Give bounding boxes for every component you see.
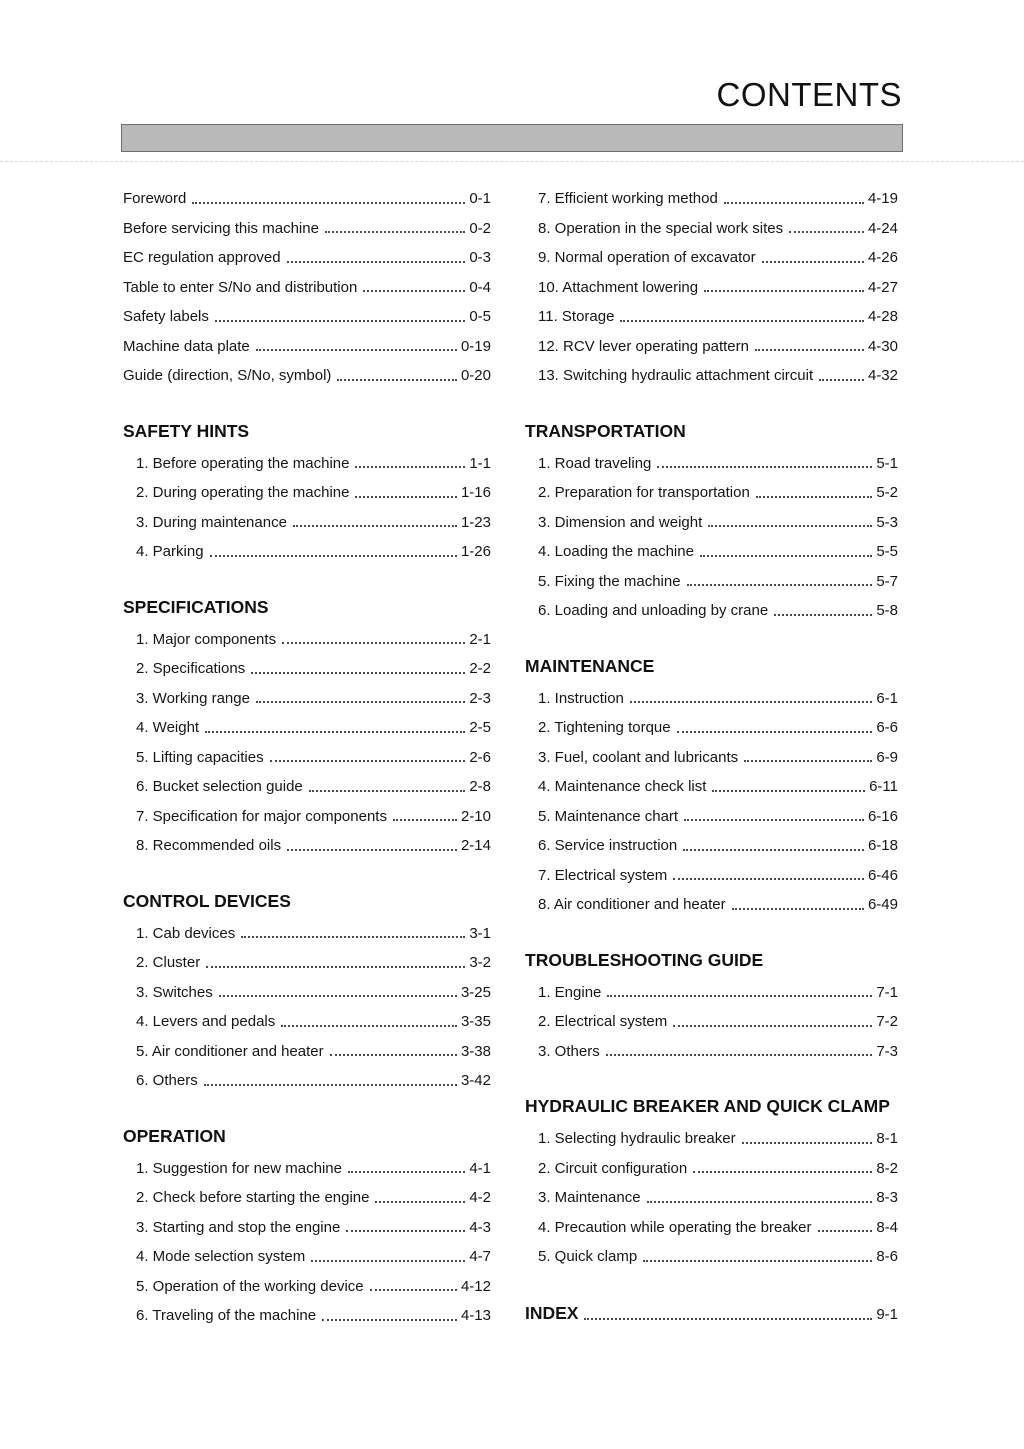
section-heading: SPECIFICATIONS	[123, 596, 269, 617]
section-heading: OPERATION	[123, 1125, 226, 1146]
toc-entry	[538, 240, 898, 270]
toc-column-right	[525, 181, 898, 1327]
toc-entry	[136, 651, 491, 681]
dot-leader	[256, 349, 457, 351]
dot-leader	[683, 849, 864, 851]
dot-leader	[742, 1142, 873, 1144]
dot-leader	[756, 496, 873, 498]
entry-label: 1. Selecting hydraulic breaker	[538, 1130, 736, 1148]
dot-leader	[311, 1260, 465, 1262]
toc-entry	[538, 769, 898, 799]
entry-label: Safety labels	[123, 308, 209, 326]
dot-leader	[293, 525, 457, 527]
toc-entry	[136, 1239, 491, 1269]
toc-entry	[123, 329, 491, 359]
toc-entry	[538, 1004, 898, 1034]
section-heading: TROUBLESHOOTING GUIDE	[525, 949, 764, 970]
entry-label: 2. Cluster	[136, 954, 201, 972]
entry-page: 4-12	[460, 1277, 491, 1295]
dot-leader	[251, 672, 465, 674]
toc-heading-entry	[525, 1297, 898, 1327]
dot-leader	[370, 1289, 457, 1291]
entry-page: 3-25	[460, 983, 491, 1001]
toc-section-control-devices	[123, 886, 491, 1093]
toc-entry	[136, 769, 491, 799]
entry-page: 3-2	[469, 954, 491, 972]
section-heading: MAINTENANCE	[525, 655, 655, 676]
entry-label: 6. Others	[136, 1072, 198, 1090]
toc-entry	[538, 710, 898, 740]
dot-leader	[789, 231, 864, 233]
toc-entry	[136, 1034, 491, 1064]
entry-label: 5. Air conditioner and heater	[136, 1042, 324, 1060]
dot-leader	[724, 202, 864, 204]
entry-page: 8-4	[876, 1218, 898, 1236]
dot-leader	[774, 614, 872, 616]
entry-label: 6. Bucket selection guide	[136, 778, 303, 796]
entry-label: 3. Maintenance	[538, 1189, 641, 1207]
toc-entry	[538, 1180, 898, 1210]
toc-entry	[538, 593, 898, 623]
entry-label: 5. Lifting capacities	[136, 748, 264, 766]
entry-label: 4. Mode selection system	[136, 1248, 306, 1266]
entry-label: 2. Check before starting the engine	[136, 1189, 370, 1207]
dot-leader	[819, 379, 864, 381]
toc-entry	[136, 740, 491, 770]
entry-page: 6-1	[876, 689, 898, 707]
entry-page: 4-32	[867, 367, 898, 385]
dot-leader	[732, 908, 864, 910]
entry-label: 6. Loading and unloading by crane	[538, 602, 769, 620]
entry-page: 4-26	[867, 249, 898, 267]
dot-leader	[270, 760, 466, 762]
entry-page: 9-1	[876, 1306, 898, 1324]
entry-page: 3-35	[460, 1013, 491, 1031]
toc-entry	[538, 1151, 898, 1181]
dot-leader	[657, 466, 872, 468]
dot-leader	[281, 1025, 457, 1027]
entry-label: 8. Operation in the special work sites	[538, 219, 784, 237]
entry-label: 7. Electrical system	[538, 866, 668, 884]
entry-page: 8-2	[876, 1159, 898, 1177]
dot-leader	[287, 849, 457, 851]
toc-item-list	[525, 446, 898, 623]
entry-page: 4-13	[460, 1307, 491, 1325]
entry-page: 2-2	[469, 660, 491, 678]
entry-label: Machine data plate	[123, 337, 250, 355]
entry-label: 3. Dimension and weight	[538, 513, 703, 531]
toc-entry	[136, 1151, 491, 1181]
entry-page: 3-1	[469, 924, 491, 942]
entry-page: 4-30	[867, 337, 898, 355]
toc-section-maintenance	[525, 651, 898, 917]
entry-label: 6. Service instruction	[538, 837, 678, 855]
entry-page: 6-46	[867, 866, 898, 884]
section-title: INDEX	[525, 1303, 579, 1324]
entry-label: 2. During operating the machine	[136, 484, 350, 502]
entry-page: 6-16	[867, 807, 898, 825]
toc-entry	[123, 358, 491, 388]
entry-page: 6-6	[876, 719, 898, 737]
entry-label: 1. Road traveling	[538, 454, 652, 472]
dot-leader	[684, 819, 864, 821]
toc-entry	[136, 475, 491, 505]
dot-leader	[219, 995, 457, 997]
dot-leader	[584, 1318, 872, 1320]
toc-entry	[136, 916, 491, 946]
toc-entry	[136, 505, 491, 535]
toc-entry	[538, 799, 898, 829]
toc-item-list	[525, 1121, 898, 1269]
toc-entry	[123, 181, 491, 211]
dot-leader	[363, 290, 465, 292]
toc-entry	[538, 1034, 898, 1064]
entry-label: 8. Recommended oils	[136, 837, 282, 855]
entry-label: 5. Maintenance chart	[538, 807, 679, 825]
entry-page: 2-5	[469, 719, 491, 737]
entry-page: 0-20	[460, 367, 491, 385]
toc-section-troubleshooting-guide	[525, 945, 898, 1064]
entry-page: 0-4	[469, 278, 491, 296]
entry-page: 3-42	[460, 1072, 491, 1090]
toc-entry	[538, 681, 898, 711]
toc-entry	[136, 446, 491, 476]
toc-entry	[538, 181, 898, 211]
entry-label: 1. Suggestion for new machine	[136, 1159, 342, 1177]
toc-item-list	[525, 181, 898, 388]
entry-label: 1. Engine	[538, 983, 602, 1001]
toc-entry	[136, 799, 491, 829]
entry-label: 3. During maintenance	[136, 513, 287, 531]
toc-section-specifications	[123, 592, 491, 858]
dot-leader	[215, 320, 465, 322]
toc-entry	[136, 1063, 491, 1093]
toc-item-list	[123, 916, 491, 1093]
dot-leader	[330, 1054, 457, 1056]
entry-page: 4-1	[469, 1159, 491, 1177]
entry-page: 8-1	[876, 1130, 898, 1148]
dot-leader	[712, 790, 865, 792]
dot-leader	[620, 320, 864, 322]
entry-page: 0-1	[469, 190, 491, 208]
toc-entry	[136, 1269, 491, 1299]
page-title: CONTENTS	[716, 76, 902, 113]
toc-entry	[538, 446, 898, 476]
entry-page: 8-6	[876, 1248, 898, 1266]
entry-label: 3. Switches	[136, 983, 213, 1001]
toc-section	[525, 181, 898, 388]
entry-page: 0-19	[460, 337, 491, 355]
entry-label: 2. Specifications	[136, 660, 246, 678]
toc-entry	[123, 240, 491, 270]
dot-leader	[755, 349, 864, 351]
entry-label: 5. Quick clamp	[538, 1248, 638, 1266]
dot-leader	[322, 1319, 457, 1321]
dot-leader	[606, 1054, 873, 1056]
toc-entry	[538, 211, 898, 241]
entry-label: 4. Levers and pedals	[136, 1013, 276, 1031]
title-underline-bar	[121, 124, 903, 152]
dot-leader	[355, 496, 457, 498]
toc-section-safety-hints	[123, 416, 491, 564]
entry-label: 13. Switching hydraulic attachment circuit	[538, 367, 814, 385]
dot-leader	[375, 1201, 465, 1203]
dot-leader	[309, 790, 466, 792]
toc-entry	[136, 534, 491, 564]
entry-page: 4-7	[469, 1248, 491, 1266]
toc-item-list	[123, 181, 491, 388]
toc-entry	[538, 534, 898, 564]
dot-leader	[325, 231, 465, 233]
entry-page: 4-19	[867, 190, 898, 208]
entry-page: 5-2	[876, 484, 898, 502]
entry-page: 5-8	[876, 602, 898, 620]
entry-page: 5-5	[876, 543, 898, 561]
toc-item-list	[123, 446, 491, 564]
toc-entry	[136, 622, 491, 652]
toc-entry	[538, 1210, 898, 1240]
entry-page: 4-24	[867, 219, 898, 237]
dot-leader	[355, 466, 465, 468]
entry-label: Foreword	[123, 190, 187, 208]
entry-page: 1-16	[460, 484, 491, 502]
entry-page: 0-2	[469, 219, 491, 237]
toc-entry	[136, 1004, 491, 1034]
toc-entry	[538, 828, 898, 858]
dot-leader	[287, 261, 466, 263]
entry-page: 6-18	[867, 837, 898, 855]
entry-label: 4. Weight	[136, 719, 200, 737]
entry-page: 4-2	[469, 1189, 491, 1207]
entry-label: 2. Electrical system	[538, 1013, 668, 1031]
entry-label: 9. Normal operation of excavator	[538, 249, 756, 267]
toc-entry	[538, 475, 898, 505]
dot-leader	[393, 819, 457, 821]
entry-label: 4. Parking	[136, 543, 204, 561]
entry-page: 4-3	[469, 1218, 491, 1236]
toc-entry	[538, 358, 898, 388]
entry-page: 1-26	[460, 543, 491, 561]
section-heading: HYDRAULIC BREAKER AND QUICK CLAMP	[525, 1096, 890, 1116]
toc-section-hydraulic-breaker-and-quick-clamp	[525, 1091, 898, 1269]
dot-leader	[210, 555, 457, 557]
toc-entry	[538, 887, 898, 917]
dot-leader	[607, 995, 872, 997]
toc-item-list	[123, 1151, 491, 1328]
entry-label: 3. Others	[538, 1042, 600, 1060]
entry-page: 7-2	[876, 1013, 898, 1031]
toc-entry	[136, 710, 491, 740]
dot-leader	[673, 878, 864, 880]
dot-leader	[708, 525, 872, 527]
toc-entry	[538, 740, 898, 770]
toc-entry	[136, 1210, 491, 1240]
entry-page: 5-7	[876, 572, 898, 590]
toc-section	[123, 181, 491, 388]
toc-entry	[538, 975, 898, 1005]
toc-section-index	[525, 1297, 898, 1327]
entry-page: 3-38	[460, 1042, 491, 1060]
entry-label: 6. Traveling of the machine	[136, 1307, 317, 1325]
dot-leader	[693, 1171, 872, 1173]
section-heading: CONTROL DEVICES	[123, 890, 291, 911]
entry-label: 4. Maintenance check list	[538, 778, 707, 796]
dot-leader	[744, 760, 872, 762]
toc-entry	[538, 1239, 898, 1269]
entry-label: 5. Operation of the working device	[136, 1277, 364, 1295]
dot-leader	[673, 1025, 872, 1027]
toc-entry	[136, 681, 491, 711]
toc-entry	[538, 505, 898, 535]
toc-entry	[538, 564, 898, 594]
toc-entry	[136, 1180, 491, 1210]
dot-leader	[256, 701, 465, 703]
entry-label: 7. Efficient working method	[538, 190, 718, 208]
entry-label: 5. Fixing the machine	[538, 572, 681, 590]
toc-section-operation	[123, 1121, 491, 1328]
entry-label: 1. Major components	[136, 630, 277, 648]
dot-leader	[205, 731, 465, 733]
entry-label: Table to enter S/No and distribution	[123, 278, 358, 296]
dot-leader	[643, 1260, 872, 1262]
entry-page: 5-1	[876, 454, 898, 472]
dot-leader	[687, 584, 873, 586]
entry-page: 8-3	[876, 1189, 898, 1207]
dot-leader	[704, 290, 864, 292]
entry-label: 3. Working range	[136, 689, 250, 707]
dot-leader	[204, 1084, 457, 1086]
dot-leader	[241, 936, 465, 938]
entry-page: 4-27	[867, 278, 898, 296]
entry-page: 2-8	[469, 778, 491, 796]
dot-leader	[647, 1201, 873, 1203]
entry-page: 2-1	[469, 630, 491, 648]
entry-page: 0-5	[469, 308, 491, 326]
dot-leader	[630, 701, 872, 703]
dot-leader	[192, 202, 465, 204]
section-heading: TRANSPORTATION	[525, 420, 686, 441]
toc-entry	[136, 975, 491, 1005]
entry-label: EC regulation approved	[123, 249, 281, 267]
entry-page: 2-6	[469, 748, 491, 766]
section-heading: SAFETY HINTS	[123, 420, 250, 441]
dot-leader	[206, 966, 465, 968]
entry-label: 4. Loading the machine	[538, 543, 694, 561]
dot-leader	[677, 731, 873, 733]
entry-label: Before servicing this machine	[123, 219, 319, 237]
entry-page: 5-3	[876, 513, 898, 531]
entry-label: 10. Attachment lowering	[538, 278, 699, 296]
toc-entry	[538, 329, 898, 359]
dot-leader	[818, 1230, 873, 1232]
entry-page: 2-3	[469, 689, 491, 707]
divider-line	[0, 161, 1024, 162]
toc-item-list	[123, 622, 491, 858]
entry-label: 3. Fuel, coolant and lubricants	[538, 748, 739, 766]
entry-label: 1. Cab devices	[136, 924, 236, 942]
entry-page: 7-1	[876, 983, 898, 1001]
toc-entry	[538, 858, 898, 888]
dot-leader	[700, 555, 872, 557]
toc-entry	[136, 945, 491, 975]
entry-page: 6-11	[869, 778, 898, 796]
toc-item-list	[525, 681, 898, 917]
entry-label: 12. RCV lever operating pattern	[538, 337, 749, 355]
dot-leader	[282, 642, 465, 644]
entry-page: 6-49	[867, 896, 898, 914]
toc-entry	[123, 211, 491, 241]
toc-entry	[136, 828, 491, 858]
entry-label: 4. Precaution while operating the breaker	[538, 1218, 812, 1236]
entry-label: 3. Starting and stop the engine	[136, 1218, 341, 1236]
toc-entry	[123, 270, 491, 300]
entry-page: 4-28	[867, 308, 898, 326]
toc-entry	[136, 1298, 491, 1328]
entry-label: 2. Preparation for transportation	[538, 484, 750, 502]
entry-label: 11. Storage	[538, 308, 615, 326]
toc-entry	[538, 1121, 898, 1151]
entry-label: Guide (direction, S/No, symbol)	[123, 367, 332, 385]
toc-column-left	[123, 181, 491, 1328]
entry-page: 0-3	[469, 249, 491, 267]
dot-leader	[346, 1230, 465, 1232]
toc-item-list	[525, 975, 898, 1064]
toc-entry	[123, 299, 491, 329]
entry-label: 1. Instruction	[538, 689, 624, 707]
toc-entry	[538, 270, 898, 300]
entry-page: 2-10	[460, 807, 491, 825]
entry-label: 2. Tightening torque	[538, 719, 671, 737]
toc-entry	[538, 299, 898, 329]
entry-label: 1. Before operating the machine	[136, 454, 350, 472]
entry-label: 7. Specification for major components	[136, 807, 387, 825]
entry-page: 6-9	[876, 748, 898, 766]
dot-leader	[348, 1171, 465, 1173]
entry-page: 7-3	[876, 1042, 898, 1060]
dot-leader	[762, 261, 864, 263]
entry-page: 1-23	[460, 513, 491, 531]
entry-page: 1-1	[469, 454, 491, 472]
dot-leader	[337, 379, 457, 381]
toc-section-transportation	[525, 416, 898, 623]
entry-label: 8. Air conditioner and heater	[538, 896, 726, 914]
entry-page: 2-14	[460, 837, 491, 855]
entry-label: 2. Circuit configuration	[538, 1159, 688, 1177]
